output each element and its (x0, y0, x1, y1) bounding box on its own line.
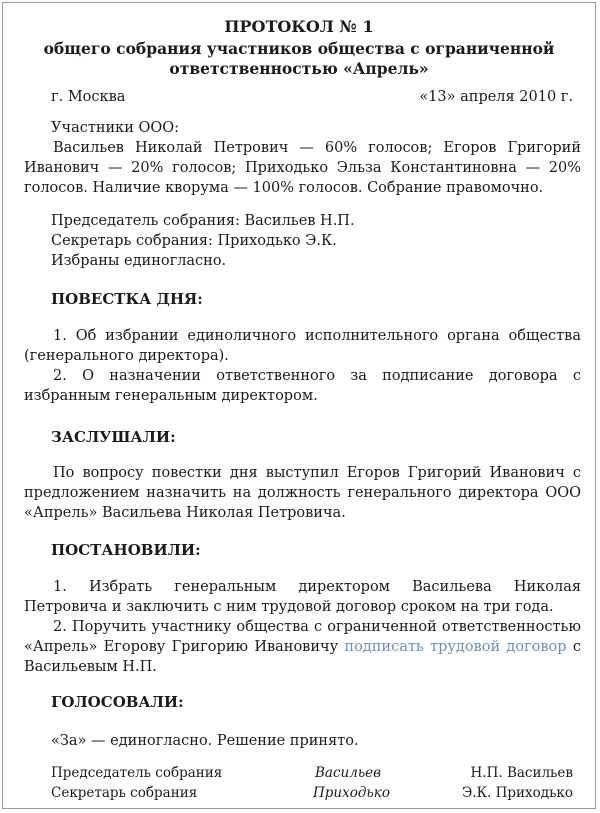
agenda-heading: ПОВЕСТКА ДНЯ: (51, 290, 203, 308)
resolved-heading: ПОСТАНОВИЛИ: (51, 541, 201, 559)
voted-text: «За» — единогласно. Решение принято. (51, 733, 359, 749)
signature-role: Председатель собрания (51, 765, 223, 781)
date: «13» апреля 2010 г. (419, 89, 573, 105)
agenda-item: 1. Об избрании единоличного исполнительного органа общества (генерального директора). (24, 328, 581, 364)
heard-text: По вопросу повестки дня выступил Егоров Григорий Иванович с предложением назначить на должность генерального директора ООО «Апрель» Васильева Николая Петровича. (24, 465, 581, 521)
signature-name: Н.П. Васильев (470, 765, 573, 781)
resolved-list (24, 577, 581, 677)
elected-line: Избраны единогласно. (51, 253, 227, 269)
heard-heading: ЗАСЛУШАЛИ: (51, 428, 176, 446)
agenda-list (24, 326, 581, 406)
participants-label: Участники ООО: (51, 120, 180, 136)
signature-name: Э.К. Приходько (461, 785, 573, 801)
document-subtitle-line1: общего собрания участников общества с ограниченной (43, 39, 555, 58)
city: г. Москва (51, 89, 126, 105)
agenda-item: 2. О назначении ответственного за подписание договора с избранным генеральным директором. (24, 368, 581, 404)
chairman-line: Председатель собрания: Васильев Н.П. (51, 213, 355, 229)
secretary-line: Секретарь собрания: Приходько Э.К. (51, 233, 337, 249)
document-page (2, 2, 596, 809)
voted-heading: ГОЛОСОВАЛИ: (51, 693, 184, 711)
document-title: ПРОТОКОЛ № 1 (224, 17, 374, 36)
signature: Васильев (315, 765, 382, 781)
signature-role: Секретарь собрания (51, 785, 198, 801)
resolved-item: 2. Поручить участнику общества с ограниченной ответственностью «Апрель» Егорову Григорию Ивановичу подписать трудовой договор с Васильевым Н.П. (24, 619, 582, 675)
signature: Приходько (313, 785, 390, 801)
sign-contract-link[interactable]: подписать трудовой договор (344, 639, 567, 655)
resolved-item: 1. Избрать генеральным директором Васильева Николая Петровича и заключить с ним трудовой договор сроком на три года. (24, 579, 581, 615)
document-subtitle-line2: ответственностью «Апрель» (169, 59, 429, 78)
participants-text: Васильев Николай Петрович — 60% голосов; Егоров Григорий Иванович — 20% голосов; Приходько Эльза Константиновна — 20% голосов. Наличие кворума — 100% голосов. Собрание правомочно. (24, 140, 581, 196)
